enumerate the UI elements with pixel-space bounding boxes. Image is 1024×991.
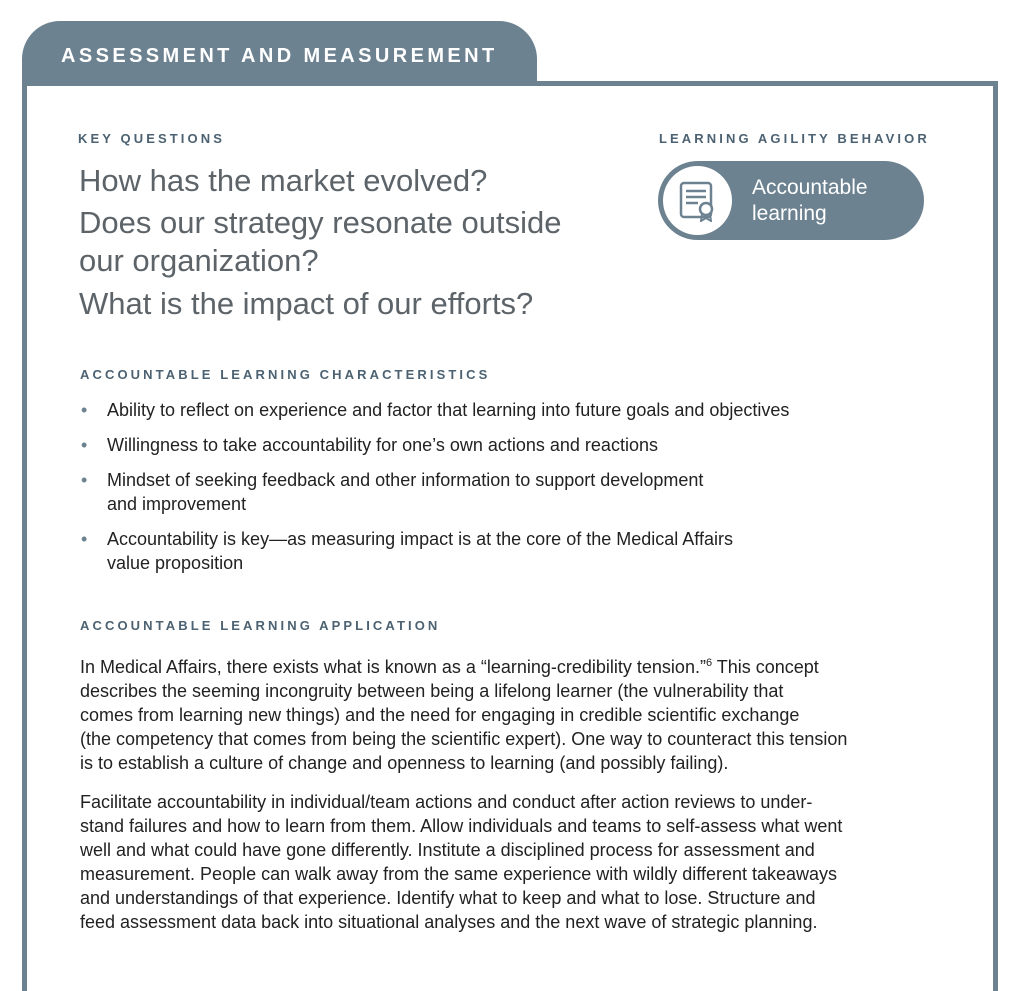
key-questions-label: KEY QUESTIONS <box>78 131 225 146</box>
characteristics-label: ACCOUNTABLE LEARNING CHARACTERISTICS <box>80 367 491 382</box>
key-question-1: How has the market evolved? <box>79 163 488 198</box>
key-question-3: What is the impact of our efforts? <box>79 286 534 321</box>
section-title: ASSESSMENT AND MEASUREMENT <box>61 45 498 67</box>
certificate-icon <box>663 166 732 235</box>
agility-badge <box>658 161 924 240</box>
list-item: • Willingness to take accountability for one’s own actions and reactions <box>81 435 658 455</box>
key-question-2-cont: our organization? <box>79 243 319 278</box>
badge-label: Accountable learning <box>752 176 868 225</box>
application-paragraph-2: Facilitate accountability in individual/team actions and conduct after action reviews to under- stand failures and how to learn from them. Allow individuals and teams to self-assess what went well and what could have gone differently. Institute a disciplined process for assessment and measurement. People can walk away from the same experience with wildly different takeaways and understandings of that experience. Identify what to keep and what to lose. Structure and feed assessment data back into situational analyses and the next wave of strategic planning. <box>80 792 843 932</box>
characteristics-list <box>81 398 921 586</box>
list-item: • Mindset of seeking feedback and other information to support development and improvement <box>81 470 704 514</box>
application-label: ACCOUNTABLE LEARNING APPLICATION <box>80 618 441 633</box>
list-item: • Accountability is key—as measuring impact is at the core of the Medical Affairs value proposition <box>81 529 733 573</box>
application-paragraph-1: In Medical Affairs, there exists what is known as a “learning-credibility tension.”$^6$ This concept describes the seeming incongruity between being a lifelong learner (the vulnerability that comes from learning new things) and the need for engaging in credible scientific exchange (the competency that comes from being the scientific expert). One way to counteract this tension is to establish a culture of change and openness to learning (and possibly failing). <box>80 657 848 773</box>
agility-label: LEARNING AGILITY BEHAVIOR <box>659 131 930 146</box>
key-question-2: Does our strategy resonate outside <box>79 205 562 240</box>
list-item: • Ability to reflect on experience and factor that learning into future goals and objectives <box>81 400 790 420</box>
